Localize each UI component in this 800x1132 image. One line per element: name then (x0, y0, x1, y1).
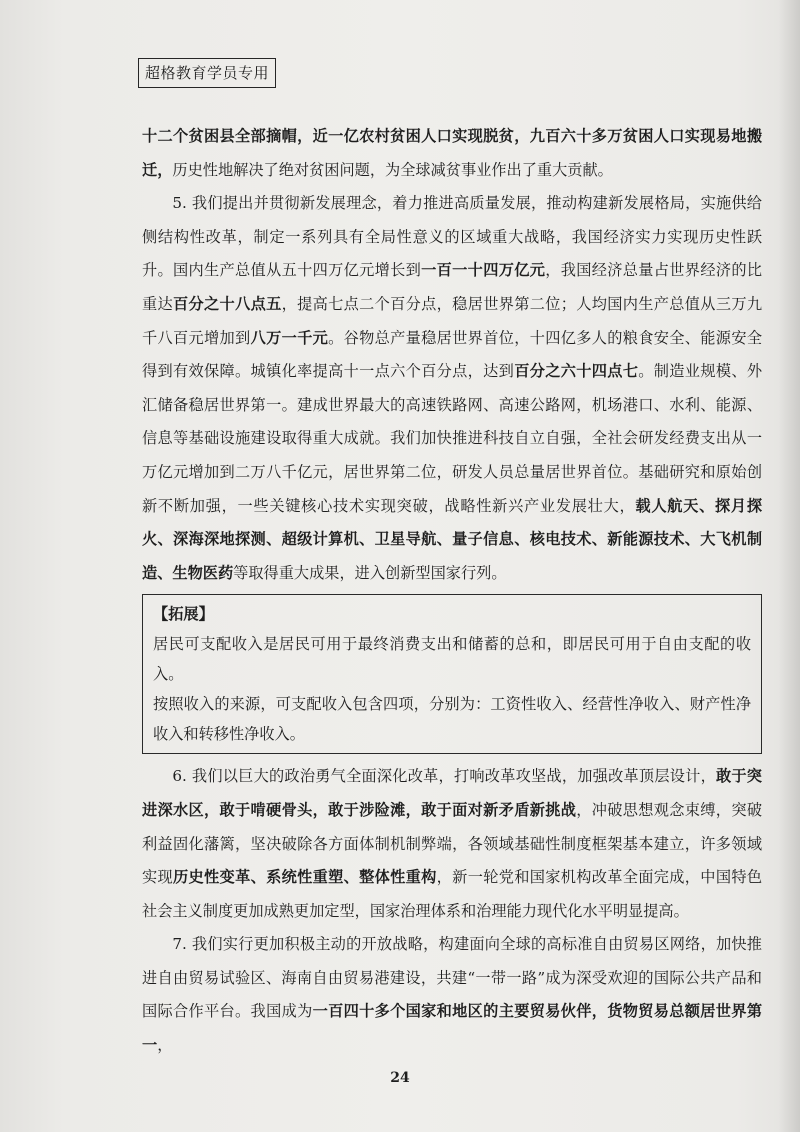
text-segment: 百分之六十四点七 (514, 362, 639, 381)
paragraph-5 (142, 187, 762, 590)
text-segment: 敢于突进深水区，敢于啃硬骨头，敢于涉险滩，敢于面对新矛盾新挑战 (142, 767, 762, 819)
text-segment: 。制造业规模、外汇储备稳居世界第一。建成世界最大的高速铁路网、高速公路网，机场港口、水利、能源、信息等基础设施建设取得重大成就。我们加快推进科技自立自强，全社会研发经费支出从一万亿元增加到二万八千亿元，居世界第二位，研发人员总量居世界首位。基础研究和原始创新不断加强，一些关键核心技术实现突破，战略性新兴产业发展壮大， (142, 362, 763, 515)
text-segment: 。谷物总产量稳居世界首位，十四亿多人的粮食安全、能源安全得到有效保障。城镇化率提高十一点六个百分点，达到 (142, 328, 763, 381)
text-segment: 八万一千元 (250, 328, 329, 347)
page-content (142, 120, 762, 1063)
page-number: 24 (390, 1070, 410, 1086)
extension-box-title: 【拓展】 (153, 605, 214, 624)
paragraph-4-continued (142, 120, 762, 187)
text-segment: 一百四十多个国家和地区的主要贸易伙伴，货物贸易总额居世界第一 (142, 1002, 763, 1055)
text-segment: 7. 我们实行更加积极主动的开放战略，构建面向全球的高标准自由贸易区网络，加快推进自由贸易试验区、海南自由贸易港建设，共建“一带一路”成为深受欢迎的国际公共产品和国际合作平台。我国成为 (142, 935, 762, 1021)
text-segment: ，提高七点二个百分点，稳居世界第二位；人均国内生产总值从三万九千八百元增加到 (142, 294, 763, 347)
header-tag: 超格教育学员专用 (138, 58, 276, 88)
text-segment: 百分之十八点五 (173, 294, 282, 313)
extension-box-line: 居民可支配收入是居民可用于最终消费支出和储蓄的总和，即居民可用于自由支配的收入。 (153, 635, 751, 684)
text-segment: 5. 我们提出并贯彻新发展理念，着力推进高质量发展，推动构建新发展格局，实施供给侧结构性改革，制定一系列具有全局性意义的区域重大战略，我国经济实力实现历史性跃升。国内生产总值从五十四万亿元增长到 (142, 194, 762, 280)
text-segment: 十二个贫困县全部摘帽，近一亿农村贫困人口实现脱贫，九百六十多万贫困人口实现易地搬迁， (142, 127, 762, 179)
extension-box-line: 按照收入的来源，可支配收入包含四项，分别为：工资性收入、经营性净收入、财产性净收入和转移性净收入。 (153, 695, 751, 744)
text-segment: 历史性地解决了绝对贫困问题，为全球减贫事业作出了重大贡献。 (172, 160, 613, 179)
text-segment: 历史性变革、系统性重塑、整体性重构 (173, 868, 437, 887)
text-segment: 6. 我们以巨大的政治勇气全面深化改革，打响改革攻坚战，加强改革顶层设计， (172, 767, 716, 786)
text-segment: ，我国经济总量占世界经济的比重达 (142, 261, 763, 313)
text-segment: ，冲破思想观念束缚，突破利益固化藩篱，坚决破除各方面体制机制弊端，各领域基础性制度框架基本建立，许多领域实现 (142, 800, 763, 887)
page-edge-shadow (778, 0, 800, 1132)
text-segment: 一百一十四万亿元 (421, 261, 546, 280)
text-segment: ， (157, 1036, 173, 1055)
paragraph-7 (142, 928, 762, 1062)
text-segment: ，新一轮党和国家机构改革全面完成，中国特色社会主义制度更加成熟更加定型，国家治理体系和治理能力现代化水平明显提高。 (142, 868, 763, 920)
paragraph-6 (142, 760, 762, 928)
text-segment: 载人航天、探月探火、深海深地探测、超级计算机、卫星导航、量子信息、核电技术、新能源技术、大飞机制造、生物医药 (142, 496, 763, 582)
text-segment: 等取得重大成果，进入创新型国家行列。 (233, 563, 507, 582)
extension-box (142, 594, 762, 754)
